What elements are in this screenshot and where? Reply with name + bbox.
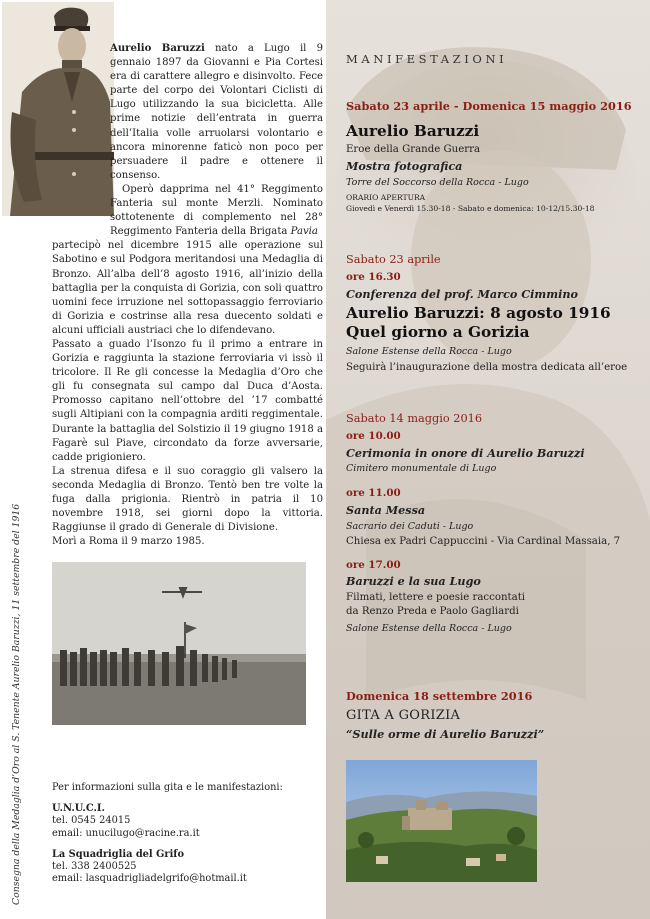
- event3-date: Sabato 14 maggio 2016: [346, 412, 483, 425]
- event3-location2: Sacrario dei Caduti - Lugo: [346, 521, 474, 532]
- events-heading: MANIFESTAZIONI: [346, 52, 508, 66]
- event2-date: Sabato 23 aprile: [346, 253, 441, 266]
- event2-note: Seguirà l’inaugurazione della mostra dedicata all’eroe: [346, 362, 628, 373]
- ceremony-photo: [52, 562, 306, 725]
- event2-title1: Aurelio Baruzzi: 8 agosto 1916: [346, 304, 611, 322]
- event3-desc1: Filmati, lettere e poesie raccontati: [346, 592, 526, 603]
- event3-lugo-title: Baruzzi e la sua Lugo: [346, 574, 481, 588]
- org-unuci-tel: tel. 0545 24015: [52, 815, 131, 827]
- event1-location: Torre del Soccorso della Rocca - Lugo: [346, 177, 529, 188]
- event3-church: Chiesa ex Padri Cappuccini - Via Cardinal Massaia, 7: [346, 536, 621, 547]
- bio-p1-text: nato a Lugo il 9 gennaio 1897 da Giovanni e Pia Cortesi era di carattere allegro e disinvolto. Fece parte del corpo dei Volontari Ciclisti di Lugo utilizzando la sua bicicletta. Alle prime notizie dell’entrata in guerra dell’Italia volle arruolarsi volontario e ancora minorenne faticò non poco per persuadere il padre e ottenere il consenso.: [110, 43, 323, 181]
- org-grifo-tel: tel. 338 2400525: [52, 861, 137, 873]
- event1-title: Aurelio Baruzzi: [346, 122, 480, 140]
- bio-paragraph-4: La strenua difesa e il suo coraggio gli valsero la seconda Medaglia di Bronzo. Tentò ben tre volte la fuga dalla prigionia. Rientrò in patria il 10 novembre 1918, sei giorni dopo la vittoria. Raggiunse il grado di Generale di Divisione.: [52, 465, 323, 534]
- bio-p2-start: Operò dapprima nel 41° Reggimento Fanteria sul monte Merzli. Nominato sottotenente di complemento nel 28° Reggimento Fanteria della Brigata: [110, 183, 323, 238]
- event2-time: ore 16.30: [346, 271, 401, 283]
- bio-p2-italic: Pavia: [290, 226, 318, 238]
- event3-time2: ore 11.00: [346, 487, 401, 499]
- bio-p2-end: partecipò nel dicembre 1915 alle operazione sul Sabotino e sul Podgora meritandosi una Medaglia di Bronzo. All’alba dell’8 agosto 1916, all’inizio della battaglia per la conquista di Gorizia, con soli quattro uomini fece irruzione nel sottopassaggio ferroviario di Gorizia e costrinse alla resa duecento soldati e alcuni ufficiali austriaci che lo difendevano.: [52, 240, 323, 336]
- event3-location1: Cimitero monumentale di Lugo: [346, 463, 497, 474]
- event4-subtitle: “Sulle orme di Aurelio Baruzzi”: [346, 727, 545, 741]
- event3-desc2: da Renzo Preda e Paolo Gagliardi: [346, 606, 519, 617]
- bio-paragraph-2-cont: [52, 239, 323, 338]
- org-unuci: U.N.U.C.I.: [52, 803, 105, 815]
- event1-date: Sabato 23 aprile - Domenica 15 maggio 2016: [346, 99, 632, 113]
- event1-hours-label: ORARIO APERTURA: [346, 193, 426, 202]
- bio-paragraph-1: [52, 42, 323, 183]
- event2-location: Salone Estense della Rocca - Lugo: [346, 346, 512, 357]
- event3-time1: ore 10.00: [346, 430, 401, 442]
- contacts-intro: Per informazioni sulla gita e le manifestazioni:: [52, 782, 283, 793]
- org-grifo-email[interactable]: email: lasquadrigliadelgrifo@hotmail.it: [52, 873, 247, 885]
- contacts-block: [52, 782, 312, 885]
- event2-talk: Conferenza del prof. Marco Cimmino: [346, 287, 578, 301]
- event1-hours: Giovedì e Venerdì 15.30-18 - Sabato e domenica: 10-12/15.30-18: [346, 204, 595, 213]
- event1-subtitle: Eroe della Grande Guerra: [346, 144, 481, 155]
- org-grifo: La Squadriglia del Grifo: [52, 848, 185, 860]
- gorizia-castle-photo: [346, 760, 537, 882]
- photo-caption-vertical: Consegna della Medaglia d’Oro al S. Tenente Aurelio Baruzzi, 11 settembre del 1916: [11, 503, 22, 905]
- bio-name: Aurelio Baruzzi: [110, 43, 205, 54]
- event3-location3: Salone Estense della Rocca - Lugo: [346, 623, 512, 634]
- event3-time3: ore 17.00: [346, 559, 401, 571]
- bio-paragraph-2: [52, 183, 323, 239]
- event2-title2: Quel giorno a Gorizia: [346, 323, 530, 341]
- bio-paragraph-5: Morì a Roma il 9 marzo 1985.: [52, 536, 205, 548]
- event3-mass: Santa Messa: [346, 503, 426, 517]
- event4-title: GITA A GORIZIA: [346, 708, 461, 723]
- bio-paragraph-3: Passato a guado l’Isonzo fu il primo a entrare in Gorizia e raggiunta la stazione ferroviaria vi issò il tricolore. Il Re gli concesse la Medaglia d’Oro che gli fu consegnata sul campo dal Duca d’Aosta. Promosso capitano nell’ottobre del ’17 combatté sugli Altipiani con la compagnia arditi reggimentale. Durante la battaglia del Solstizio il 19 giugno 1918 a Fagarè sul Piave, circondato da forze avversarie, cadde prigioniero.: [52, 338, 323, 463]
- event1-show: Mostra fotografica: [346, 159, 463, 173]
- org-unuci-email[interactable]: email: unucilugo@racine.ra.it: [52, 827, 200, 839]
- event3-ceremony: Cerimonia in onore di Aurelio Baruzzi: [346, 446, 585, 460]
- event4-date: Domenica 18 settembre 2016: [346, 689, 533, 703]
- biography-text: [52, 42, 323, 549]
